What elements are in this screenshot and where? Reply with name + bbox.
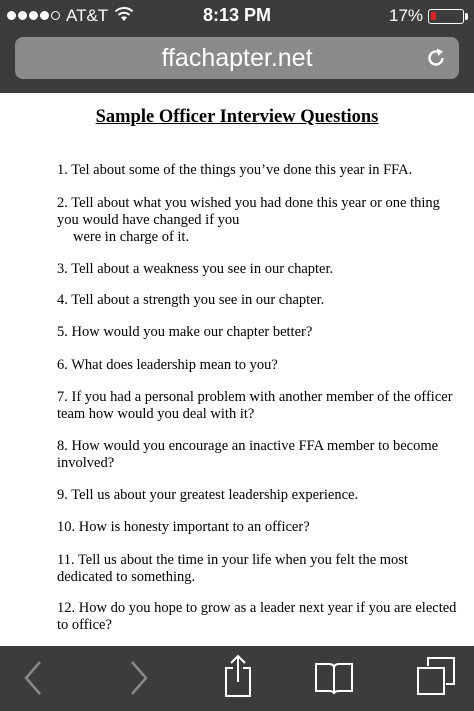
clock: 8:13 PM	[202, 5, 272, 25]
browser-address-area	[0, 33, 474, 93]
battery-icon	[428, 9, 464, 24]
question-line: 4. Tell about a strength you see in our chapter.	[57, 292, 325, 308]
question-1	[57, 162, 457, 179]
question-line: 2. Tell about what you wished you had done this year or one thing	[57, 195, 440, 211]
question-line: dedicated to something.	[57, 569, 196, 585]
question-line: were in charge of it.	[73, 229, 190, 245]
question-6	[57, 357, 457, 374]
question-line: 7. If you had a personal problem with another member of the officer	[57, 389, 453, 405]
question-7	[57, 389, 457, 423]
question-line: to office?	[57, 617, 112, 633]
reload-icon[interactable]	[425, 47, 447, 74]
question-9	[57, 487, 457, 504]
question-3	[57, 261, 457, 278]
question-10	[57, 519, 457, 536]
question-5	[57, 324, 457, 341]
page-title: Sample Officer Interview Questions	[95, 107, 379, 127]
question-line: involved?	[57, 455, 115, 471]
bookmarks-icon[interactable]	[314, 660, 354, 701]
status-bar	[0, 0, 474, 33]
browser-toolbar	[0, 646, 474, 711]
back-icon[interactable]	[20, 658, 46, 703]
battery-percentage: 17%	[389, 6, 424, 25]
question-line: you would have changed if you	[57, 212, 240, 228]
tabs-icon[interactable]	[416, 656, 456, 701]
question-8	[57, 438, 457, 472]
question-line: 3. Tell about a weakness you see in our chapter.	[57, 261, 334, 277]
share-icon[interactable]	[222, 654, 254, 703]
battery-nub	[465, 13, 468, 20]
question-line: 6. What does leadership mean to you?	[57, 357, 278, 373]
carrier-name: AT&T	[66, 6, 109, 25]
question-line: 11. Tell us about the time in your life when you felt the most	[57, 552, 408, 568]
address-bar[interactable]	[15, 37, 459, 79]
question-11	[57, 552, 457, 586]
question-line: 10. How is honesty important to an officer?	[57, 519, 310, 535]
question-12	[57, 600, 457, 634]
question-line: 5. How would you make our chapter better?	[57, 324, 313, 340]
forward-icon[interactable]	[126, 658, 152, 703]
question-line: team how would you deal with it?	[57, 406, 255, 422]
page-content	[0, 93, 474, 646]
question-line: 8. How would you encourage an inactive FFA member to become	[57, 438, 439, 454]
question-line: 9. Tell us about your greatest leadership experience.	[57, 487, 359, 503]
question-line: 1. Tel about some of the things you’ve done this year in FFA.	[57, 162, 413, 178]
question-2	[57, 195, 457, 246]
question-4	[57, 292, 457, 309]
url-text[interactable]: ffachapter.net	[161, 44, 313, 72]
question-line: 12. How do you hope to grow as a leader next year if you are elected	[57, 600, 457, 616]
